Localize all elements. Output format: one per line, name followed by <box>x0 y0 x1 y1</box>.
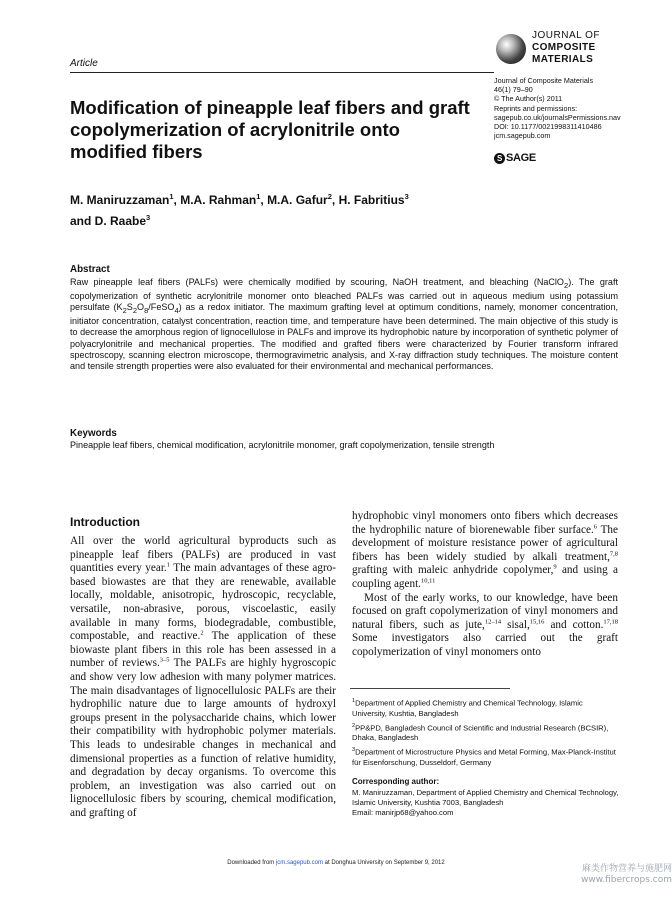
citation-ref[interactable]: 2 <box>200 629 204 637</box>
abstract-heading: Abstract <box>70 264 110 275</box>
author-name: M.A. Gafur <box>267 193 328 207</box>
logo-line-3: MATERIALS <box>532 54 594 65</box>
journal-logo <box>496 30 656 74</box>
watermark-chinese: 麻类作物营养与施肥网 <box>581 864 672 874</box>
keywords-text: Pineapple leaf fibers, chemical modification, acrylonitrile monomer, graft copolymerization, tensile strength <box>70 440 495 450</box>
corresponding-email[interactable]: Email: manirjp68@yahoo.com <box>352 808 454 817</box>
author-name: D. Raabe <box>94 214 147 228</box>
corresponding-author-heading: Corresponding author: <box>352 777 440 786</box>
citation-ref[interactable]: 1 <box>166 561 170 569</box>
affiliation-footnotes <box>352 696 618 770</box>
watermark-url: www.fibercrops.com <box>581 875 672 885</box>
footnote-item: $^2$PP&PD, Bangladesh Council of Scientific and Industrial Research (BCSIR), Dhaka, Bangladesh <box>352 722 609 743</box>
logo-line-1: JOURNAL OF <box>532 30 600 41</box>
journal-name: Journal of Composite Materials <box>494 76 594 85</box>
citation-ref[interactable]: 17,18 <box>603 618 619 626</box>
author-affiliation: 2 <box>327 192 332 201</box>
author-name: M. Maniruzzaman <box>70 193 170 207</box>
download-link[interactable]: jcm.sagepub.com <box>275 860 323 866</box>
intro-left-column <box>70 535 336 820</box>
citation-ref[interactable]: 7,8 <box>609 550 618 558</box>
author-affiliation: 1 <box>256 192 261 201</box>
volume-pages: 46(1) 79–90 <box>494 85 533 95</box>
corresponding-address: M. Maniruzzaman, Department of Applied Chemistry and Chemical Technology, Islamic University, Kushtia 7003, Bangladesh <box>352 788 619 807</box>
sage-logo <box>494 152 536 164</box>
author-list: M. Maniruzzaman$^1$, M.A. Rahman$^1$, M.A. Gafur$^2$, H. Fabritius$^3$ and D. Raabe$^3$ <box>70 192 409 228</box>
intro-paragraph: hydrophobic vinyl monomers onto fibers which decreases the hydrophilic nature of biorenewable fiber surface.$^6$ The development of moisture resistance power of agricultural fibers has been widely studied by alkali treatment,$^{7,8}$ grafting with maleic anhydride copolymer,$^9$ and using a coupling agent.$^{10,11}$ <box>352 510 618 590</box>
download-notice: Downloaded from jcm.sagepub.com at Donghua University on September 9, 2012 <box>227 860 445 866</box>
citation-ref[interactable]: 15,16 <box>529 618 545 626</box>
citation-ref[interactable]: 12–14 <box>484 618 502 626</box>
logo-line-2: COMPOSITE <box>532 42 596 53</box>
intro-paragraph: Most of the early works, to our knowledge, have been focused on graft copolymerization of vinyl monomers and natural fibers, such as jute,$^{12-14}$ sisal,$^{15,16}$ and cotton.$^{17,18}$ Some investigators also carried out the graft copolymerization of vinyl monomers onto <box>352 591 619 658</box>
author-affiliation: 3 <box>146 213 151 222</box>
paper-title: Modification of pineapple leaf fibers and graft copolymerization of acrylonitrile onto modified fibers <box>70 97 470 162</box>
author-affiliation: 1 <box>169 192 174 201</box>
author-affiliation: 3 <box>404 192 409 201</box>
footnote-rule <box>350 688 510 689</box>
footnote-item: $^3$Department of Microstructure Physics and Metal Forming, Max-Planck-Institut für Eisenforschung, Dusseldorf, Germany <box>352 747 616 767</box>
reprints-label: Reprints and permissions: <box>494 103 578 113</box>
header-rule <box>70 72 494 73</box>
corresponding-author <box>352 788 622 818</box>
reprints-url[interactable]: sagepub.co.uk/journalsPermissions.nav <box>494 112 621 122</box>
site-watermark <box>512 864 672 886</box>
journal-site[interactable]: jcm.sagepub.com <box>494 131 551 141</box>
introduction-heading: Introduction <box>70 515 140 529</box>
journal-meta <box>494 76 664 140</box>
author-name: M.A. Rahman <box>180 193 257 207</box>
sage-wordmark: SAGE <box>506 152 536 164</box>
citation-ref[interactable]: 9 <box>553 563 557 571</box>
intro-right-column <box>352 510 618 660</box>
footnote-item: $^1$Department of Applied Chemistry and Chemical Technology, Islamic University, Kushtia, Bangladesh <box>352 698 583 718</box>
citation-ref[interactable]: 3–5 <box>159 656 170 664</box>
journal-logo-disc-icon <box>496 34 526 64</box>
citation-ref[interactable]: 6 <box>593 522 597 530</box>
citation-ref[interactable]: 10,11 <box>420 577 436 585</box>
keywords-heading: Keywords <box>70 428 117 439</box>
intro-paragraph: All over the world agricultural byproducts such as pineapple leaf fibers (PALFs) are produced in vast quantities every year.$^1$ The main advantages of these agro-based biowastes are that they are renewable, available locally, moldable, anisotropic, hydroscopic, recyclable, versatile, non-abrasive, porous, viscoelastic, easily available in many forms, biodegradable, combustible, compostable, and reactive.$^2$ The application of these biowaste plant fibers in this role has been assessed in a number of reviews.$^{3-5}$ The PALFs are highly hygroscopic and show very low adhesion with many polymer matrices. The main disadvantages of lignocellulosic PALFs are their hydrophilic nature due to large amounts of hydroxyl groups present in the polysaccharide chains, which lower their compatibility with hydrophobic polymer materials. This leads to undesirable changes in mechanical and dimensional properties as a function of relative humidity, and degradation by decay organisms. To overcome this problem, an investigation was also carried out on lignocellulosic fibers by scouring, chemical modification, and grafting of <box>70 535 337 819</box>
sage-s-icon: S <box>494 153 505 164</box>
article-type-label: Article <box>70 58 98 69</box>
doi[interactable]: DOI: 10.1177/0021998311410486 <box>494 122 602 132</box>
copyright: © The Author(s) 2011 <box>494 94 563 104</box>
author-name: H. Fabritius <box>338 193 405 207</box>
abstract-text: Raw pineapple leaf fibers (PALFs) were chemically modified by scouring, NaOH treatment, and bleaching (NaClO$_2$). The graft copolymerization of synthetic acrylonitrile monomer onto bleached PALFs was carried out in aqueous medium using potassium persulfate $(K_2S_2O_8/FeSO_4)$ as a redox initiator. The maximum grafting level at optimum conditions, namely, monomer concentration, initiator concentration, catalyst concentration, reaction time, and temperature have been determined. The main objective of this study is to decrease the amorphous region of lignocellulose in PALFs and improve its hydrophobic nature by incorporation of synthetic polymer of polyacrylonitrile and mechanical properties. The modified and grafted fibers were characterized by Fourier transform infrared spectroscopy, scanning electron microscope, thermogravimetric analysis, and X-ray diffraction study techniques. The moisture content and tensile strength properties were also evaluated for their environmental and mechanical performances. <box>70 277 619 372</box>
